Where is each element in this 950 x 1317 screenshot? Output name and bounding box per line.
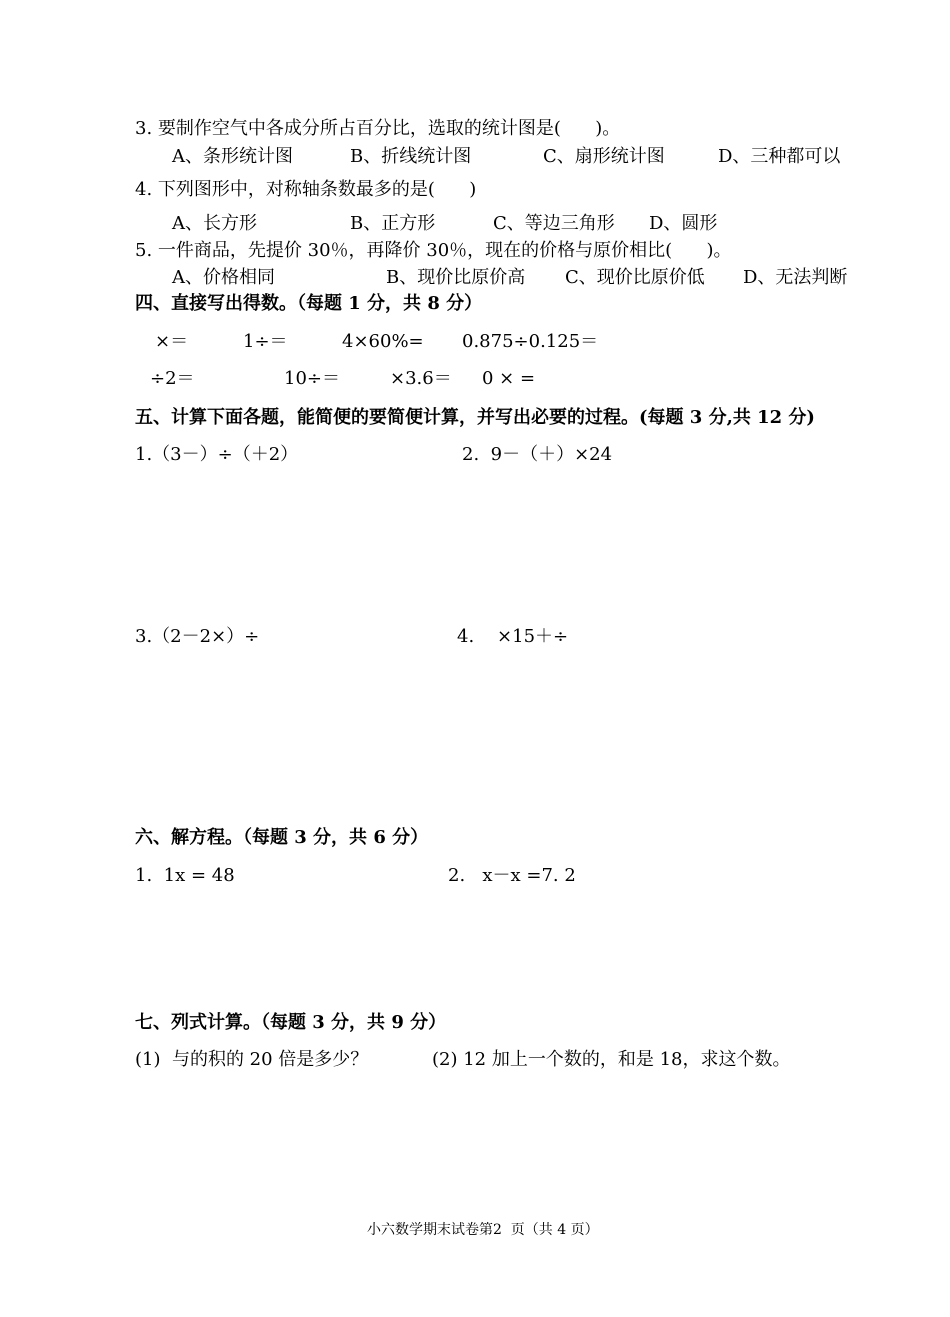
question-3-option-c: C、扇形统计图 xyxy=(543,146,665,167)
question-4-option-b: B、正方形 xyxy=(350,213,436,234)
mental-calc-item: 0 × = xyxy=(482,368,536,389)
question-4-option-c: C、等边三角形 xyxy=(493,213,615,234)
question-3-stem: 3. 要制作空气中各成分所占百分比，选取的统计图是( )。 xyxy=(135,118,621,139)
question-4-option-a: A、长方形 xyxy=(172,213,257,234)
section-5-heading: 五、计算下面各题，能简便的要简便计算，并写出必要的过程。(每题 3 分,共 12 分) xyxy=(135,407,815,428)
mental-calc-item: 0.875÷0.125＝ xyxy=(462,331,599,352)
mental-calc-item: ÷2＝ xyxy=(150,368,195,389)
mental-calc-item: 1÷＝ xyxy=(243,331,288,352)
word-problem-2: (2) 12 加上一个数的，和是 18，求这个数。 xyxy=(432,1049,791,1070)
section-7-heading: 七、列式计算。（每题 3 分，共 9 分） xyxy=(135,1012,447,1033)
equation-2: 2. x－x =7. 2 xyxy=(448,865,576,886)
question-5-option-c: C、现价比原价低 xyxy=(565,267,705,288)
page-footer: 小六数学期末试卷第2 页（共 4 页） xyxy=(367,1222,599,1238)
calc-problem-1: 1.（3－）÷（＋2） xyxy=(135,444,299,465)
equation-1: 1. 1x = 48 xyxy=(135,865,235,886)
question-5-option-d: D、无法判断 xyxy=(743,267,848,288)
section-4-heading: 四、直接写出得数。（每题 1 分，共 8 分） xyxy=(135,293,483,314)
question-4-option-d: D、圆形 xyxy=(649,213,718,234)
mental-calc-item: 4×60%= xyxy=(342,331,424,352)
question-5-stem: 5. 一件商品，先提价 30％，再降价 30％，现在的价格与原价相比( )。 xyxy=(135,240,732,261)
question-3-option-a: A、条形统计图 xyxy=(172,146,293,167)
question-4-stem: 4. 下列图形中，对称轴条数最多的是( ) xyxy=(135,179,477,200)
mental-calc-item: ×＝ xyxy=(155,331,189,352)
word-problem-1: (1) 与的积的 20 倍是多少？ xyxy=(135,1049,369,1070)
question-3-option-b: B、折线统计图 xyxy=(350,146,472,167)
question-5-option-a: A、价格相同 xyxy=(172,267,275,288)
question-5-option-b: B、现价比原价高 xyxy=(386,267,526,288)
calc-problem-2: 2. 9－（＋）×24 xyxy=(462,444,613,465)
mental-calc-item: 10÷＝ xyxy=(284,368,340,389)
mental-calc-item: ×3.6＝ xyxy=(390,368,452,389)
question-3-option-d: D、三种都可以 xyxy=(718,146,841,167)
calc-problem-4: 4. ×15＋÷ xyxy=(457,626,569,647)
section-6-heading: 六、解方程。（每题 3 分，共 6 分） xyxy=(135,827,429,848)
calc-problem-3: 3.（2－2×）÷ xyxy=(135,626,260,647)
